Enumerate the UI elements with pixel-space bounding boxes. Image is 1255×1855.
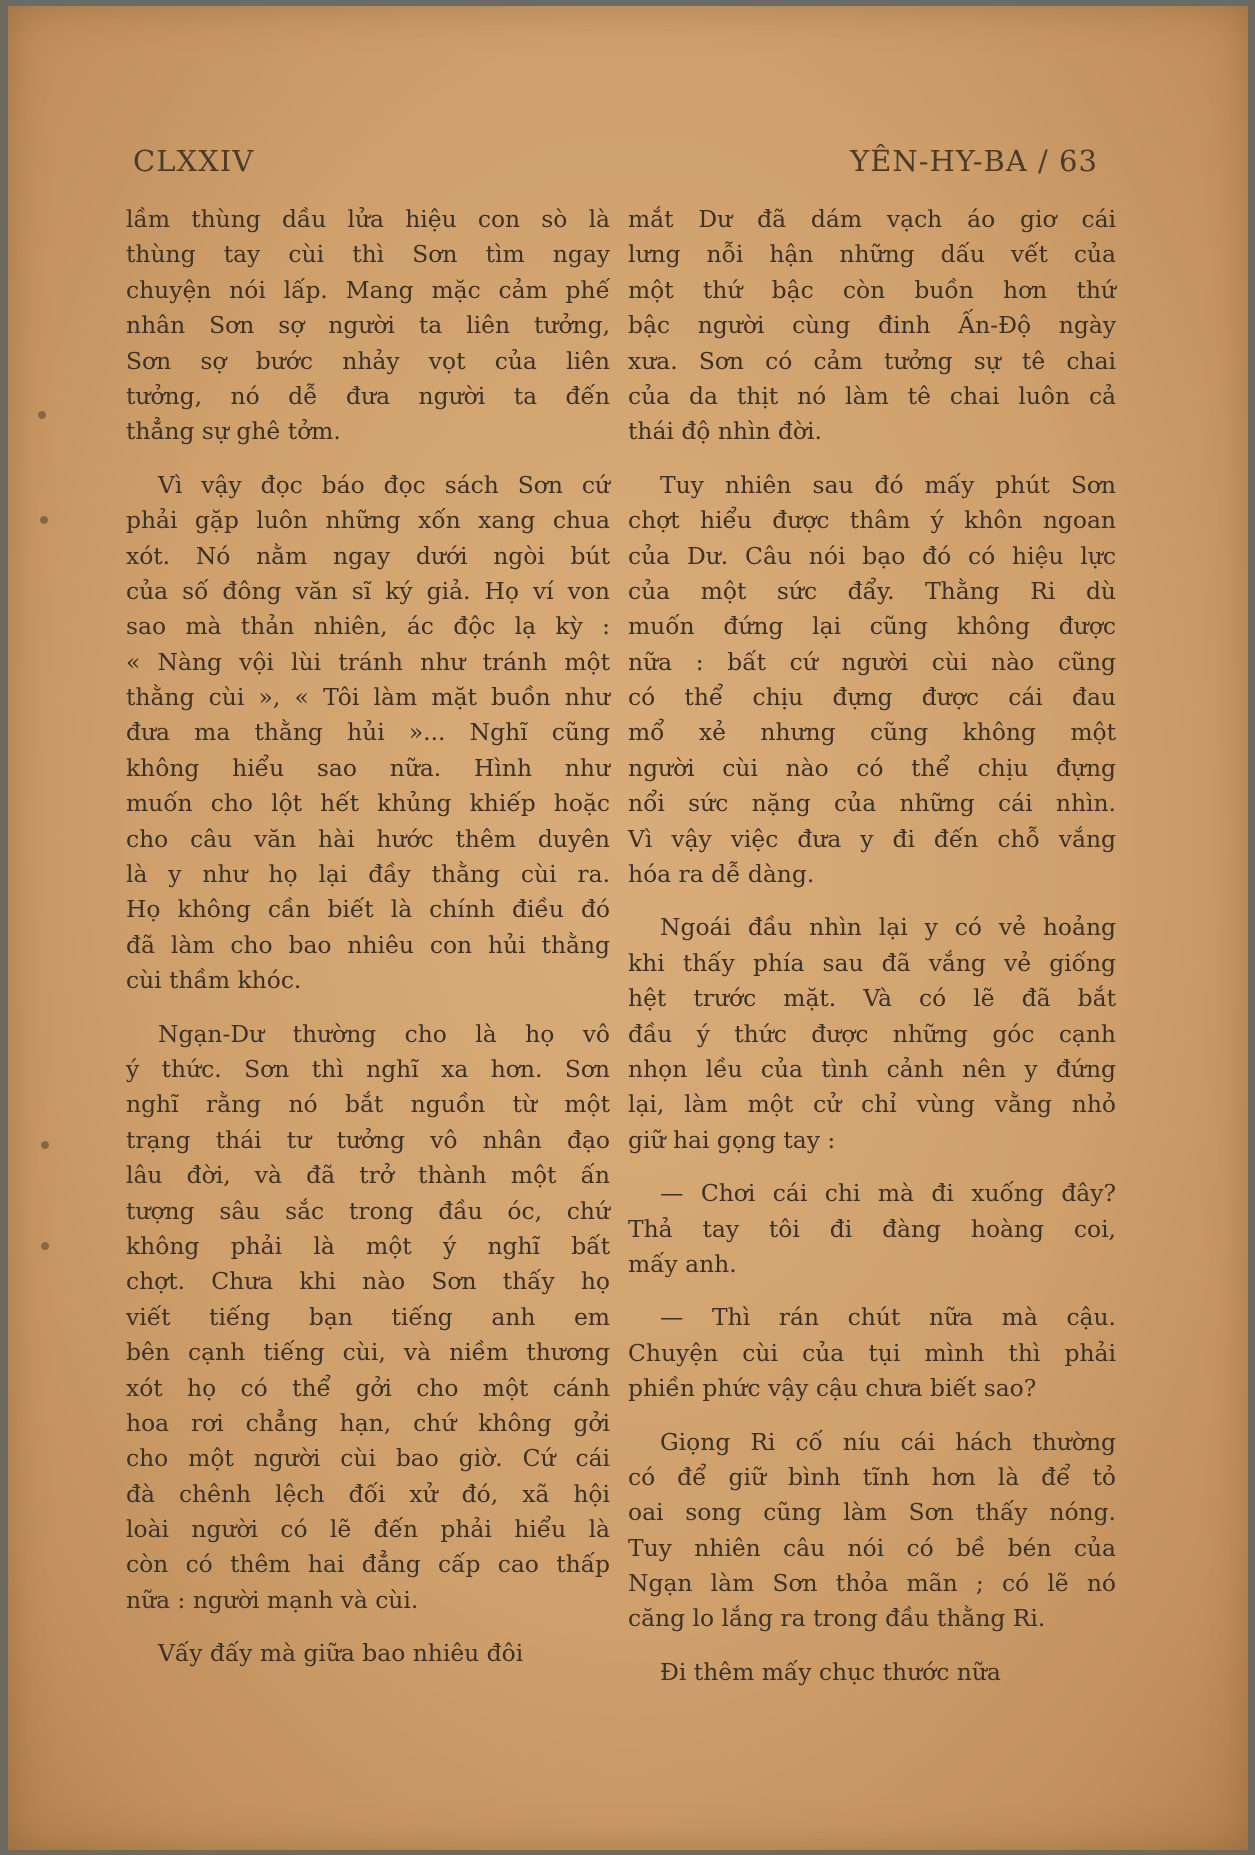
text-line: lầm thùng dầu lửa hiệu con sò là (126, 205, 610, 233)
right-text-column (628, 202, 1116, 1708)
scanned-book-page (8, 6, 1248, 1850)
text-line: oai song cũng làm Sơn thấy nóng. (628, 1498, 1116, 1527)
paragraph (126, 1017, 610, 1619)
text-line: muốn cho lột hết khủng khiếp hoặc (126, 789, 610, 818)
text-line: sao mà thản nhiên, ác độc lạ kỳ : (126, 612, 610, 641)
paragraph (628, 1176, 1116, 1282)
text-line: của da thịt nó làm tê chai luôn cả (628, 381, 1116, 410)
paragraph (628, 910, 1116, 1158)
margin-speck (40, 516, 48, 524)
text-line: mổ xẻ nhưng cũng không một (628, 718, 1116, 747)
text-line: — Thì rán chút nữa mà cậu. (660, 1303, 1116, 1332)
text-line: Vấy đấy mà giữa bao nhiêu đôi (158, 1639, 524, 1668)
text-line: của số đông văn sĩ ký giả. Họ ví von (126, 576, 610, 605)
text-line: Tuy nhiên câu nói có bề bén của (628, 1533, 1116, 1562)
text-line: muốn đứng lại cũng không được (628, 612, 1116, 641)
text-line: Giọng Ri cố níu cái hách thường (660, 1427, 1116, 1456)
text-line: hệt trước mặt. Và có lẽ đã bắt (628, 984, 1116, 1013)
text-line: thái độ nhìn đời. (628, 417, 822, 446)
text-line: Sơn sợ bước nhảy vọt của liên (126, 346, 610, 375)
page-header-left: CLXXIV (133, 144, 255, 178)
text-line: trạng thái tư tưởng vô nhân đạo (126, 1125, 610, 1154)
text-line: hóa ra dễ dàng. (628, 860, 815, 889)
text-line: có để giữ bình tĩnh hơn là để tỏ (628, 1462, 1116, 1491)
left-text-column (126, 202, 610, 1690)
text-line: chợt hiểu được thâm ý khôn ngoan (628, 506, 1116, 535)
text-line: tượng sâu sắc trong đầu óc, chứ (126, 1196, 610, 1225)
text-line: lâu đời, và đã trở thành một ấn (126, 1161, 610, 1190)
text-line: loài người có lẽ đến phải hiểu là (126, 1515, 610, 1544)
text-line: phải gặp luôn những xốn xang chua (126, 506, 610, 535)
text-line: Tuy nhiên sau đó mấy phút Sơn (660, 470, 1116, 499)
paragraph (628, 1300, 1116, 1406)
text-line: căng lo lắng ra trong đầu thằng Ri. (628, 1604, 1046, 1633)
text-line: thằng cùi », « Tôi làm mặt buồn như (126, 683, 610, 712)
text-line: ý thức. Sơn thì nghĩ xa hơn. Sơn (126, 1054, 610, 1083)
text-line: người cùi nào có thể chịu đựng (628, 753, 1116, 782)
text-line: Ngạn-Dư thường cho là họ vô (158, 1019, 610, 1048)
text-line: nhân Sơn sợ người ta liên tưởng, (126, 311, 610, 340)
margin-speck (41, 1141, 49, 1149)
paragraph (126, 468, 610, 999)
text-line: thùng tay cùi thì Sơn tìm ngay (126, 240, 610, 269)
paragraph (628, 202, 1116, 450)
text-line: lại, làm một cử chỉ vùng vằng nhỏ (628, 1090, 1116, 1119)
text-line: có thể chịu đựng được cái đau (628, 683, 1116, 712)
text-line: mấy anh. (628, 1249, 737, 1278)
text-line: « Nàng vội lùi tránh như tránh một (126, 647, 610, 676)
text-line: nghĩ rằng nó bắt nguồn từ một (126, 1090, 610, 1119)
text-line: mắt Dư đã dám vạch áo giơ cái (628, 205, 1116, 233)
text-line: Ngạn làm Sơn thỏa mãn ; có lẽ nó (628, 1569, 1116, 1598)
text-line: bậc người cùng đinh Ấn-Độ ngày (628, 311, 1116, 340)
text-line: phiền phức vậy cậu chưa biết sao? (628, 1374, 1037, 1403)
text-line: bên cạnh tiếng cùi, và niềm thương (126, 1338, 610, 1367)
page-header-right: YÊN-HY-BA / 63 (850, 144, 1098, 178)
text-line: xưa. Sơn có cảm tưởng sự tê chai (628, 346, 1116, 375)
text-line: còn có thêm hai đẳng cấp cao thấp (126, 1550, 610, 1579)
margin-speck (41, 1242, 49, 1250)
text-line: là y như họ lại đầy thằng cùi ra. (126, 860, 610, 889)
text-line: chuyện nói lấp. Mang mặc cảm phế (126, 275, 610, 304)
text-line: xót. Nó nằm ngay dưới ngòi bút (126, 541, 610, 570)
text-line: một thứ bậc còn buồn hơn thứ (628, 275, 1116, 304)
text-line: lưng nỗi hận những dấu vết của (628, 240, 1116, 269)
text-line: Họ không cần biết là chính điều đó (126, 895, 610, 924)
text-line: — Chơi cái chi mà đi xuống đây? (660, 1179, 1116, 1208)
text-line: nhọn lều của tình cảnh nên y đứng (628, 1054, 1116, 1083)
text-line: hoa rơi chẳng hạn, chứ không gởi (126, 1408, 610, 1437)
text-line: cho câu văn hài hước thêm duyên (126, 824, 610, 853)
text-line: của một sức đẩy. Thằng Ri dù (628, 576, 1116, 605)
text-line: viết tiếng bạn tiếng anh em (126, 1302, 610, 1331)
text-line: tưởng, nó dễ đưa người ta đến (126, 381, 610, 410)
text-line: Vì vậy đọc báo đọc sách Sơn cứ (158, 470, 610, 499)
text-line: của Dư. Câu nói bạo đó có hiệu lực (628, 541, 1116, 570)
text-line: Vì vậy việc đưa y đi đến chỗ vắng (628, 824, 1116, 853)
text-line: đầu ý thức được những góc cạnh (628, 1019, 1116, 1048)
text-line: nữa : bất cứ người cùi nào cũng (628, 647, 1116, 676)
text-line: Thả tay tôi đi đàng hoàng coi, (628, 1214, 1116, 1243)
text-line: Chuyện cùi của tụi mình thì phải (628, 1338, 1116, 1367)
text-line: khi thấy phía sau đã vắng vẻ giống (628, 948, 1116, 977)
paragraph (628, 1655, 1116, 1690)
text-line: chợt. Chưa khi nào Sơn thấy họ (126, 1267, 610, 1296)
text-line: cùi thầm khóc. (126, 966, 302, 995)
paragraph (126, 1636, 610, 1671)
text-line: cho một người cùi bao giờ. Cứ cái (126, 1444, 610, 1473)
text-line: Ngoái đầu nhìn lại y có vẻ hoảng (660, 913, 1116, 942)
text-line: không hiểu sao nữa. Hình như (126, 753, 610, 782)
text-line: đà chênh lệch đối xử đó, xã hội (126, 1479, 610, 1508)
margin-speck (38, 411, 46, 419)
text-line: nữa : người mạnh và cùi. (126, 1585, 419, 1614)
text-line: đã làm cho bao nhiêu con hủi thằng (126, 930, 610, 959)
paragraph (126, 202, 610, 450)
text-line: đưa ma thằng hủi »... Nghĩ cũng (126, 718, 610, 747)
text-line: thẳng sự ghê tởm. (126, 417, 341, 446)
text-line: giữ hai gọng tay : (628, 1125, 836, 1154)
paragraph (628, 1425, 1116, 1637)
text-line: xót họ có thể gởi cho một cánh (126, 1373, 610, 1402)
paragraph (628, 468, 1116, 893)
text-line: không phải là một ý nghĩ bất (126, 1231, 610, 1260)
text-line: Đi thêm mấy chục thước nữa (660, 1657, 1001, 1686)
text-line: nổi sức nặng của những cái nhìn. (628, 789, 1116, 818)
